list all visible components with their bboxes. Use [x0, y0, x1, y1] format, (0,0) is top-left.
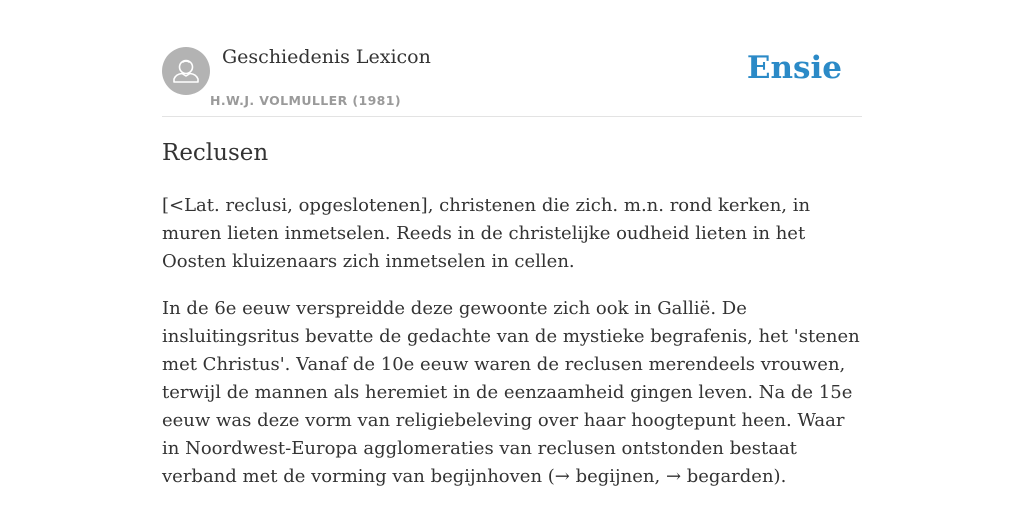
xref-separator: , [654, 466, 666, 487]
user-icon [162, 47, 210, 95]
entry-paragraph-1: [<Lat. reclusi, opgeslotenen], christenen die zich. m.n. rond kerken, in muren lieten inmetselen. Reeds in de christelijke oudheid lieten in het Oosten kluizenaars zich inmetselen in cellen. [162, 195, 811, 272]
paragraph-2-end: ). [773, 466, 787, 487]
xref-begijnen-link[interactable]: → begijnen [554, 466, 655, 487]
ensie-logo[interactable]: Ensie [746, 50, 842, 86]
entry-paragraph-2 [162, 295, 862, 491]
source-title[interactable]: Geschiedenis Lexicon [222, 46, 431, 68]
entry-header [162, 44, 862, 117]
xref-begarden-link[interactable]: → begarden [665, 466, 774, 487]
avatar[interactable] [162, 47, 210, 95]
paragraph-2-text: In de 6e eeuw verspreidde deze gewoonte zich ook in Gallië. De insluitingsritus bevatte de gedachte van de mystieke begrafenis, het 'stenen met Christus'. Vanaf de 10e eeuw waren de reclusen merendeels vrouwen, terwijl de mannen als heremiet in de eenzaamheid gingen leven. Na de 15e eeuw was deze vorm van religiebeleving over haar hoogtepunt heen. Waar in Noordwest-Europa agglomeraties van reclusen ontstonden bestaat verband met de vorming van begijnhoven ( [162, 298, 860, 487]
entry-title: Reclusen [162, 140, 269, 166]
source-author[interactable]: H.W.J. VOLMULLER (1981) [210, 93, 401, 108]
entry-body [162, 192, 862, 510]
